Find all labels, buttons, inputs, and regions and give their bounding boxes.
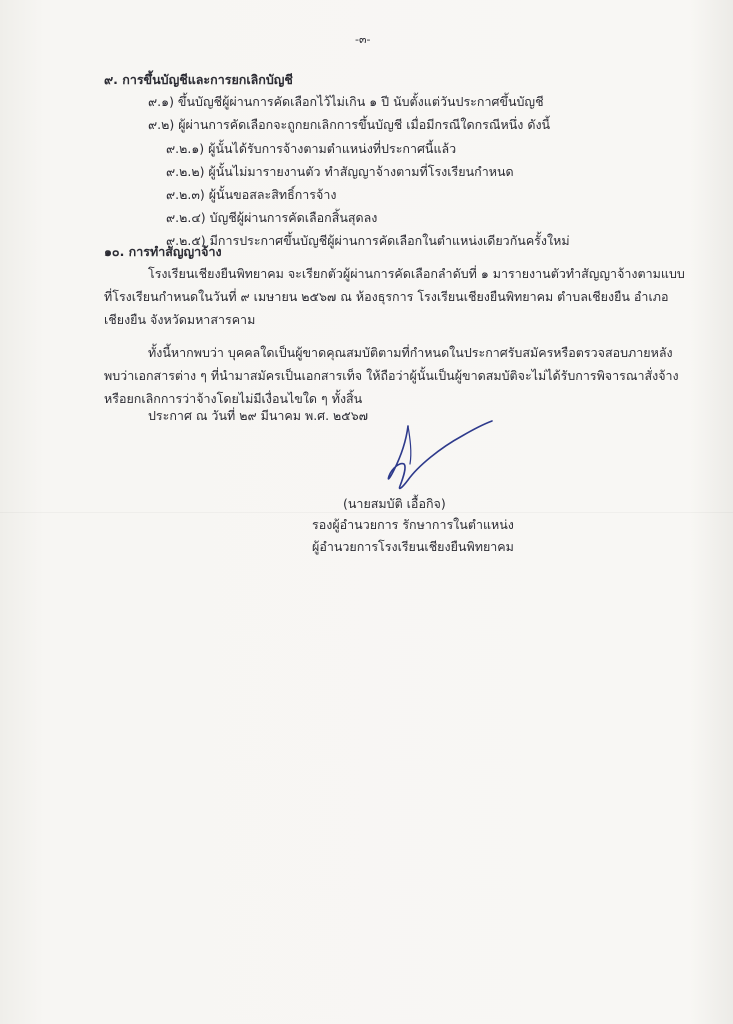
section9-sub2: ๙.๒.๒) ผู้นั้นไม่มารายงานตัว ทำสัญญาจ้างตามที่โรงเรียนกำหนด bbox=[166, 164, 514, 179]
signatory-position-2: ผู้อำนวยการโรงเรียนเชียงยืนพิทยาคม bbox=[312, 539, 514, 554]
section9-item1: ๙.๑) ขึ้นบัญชีผู้ผ่านการคัดเลือกไว้ไม่เกิน ๑ ปี นับตั้งแต่วันประกาศขึ้นบัญชี bbox=[148, 94, 544, 109]
section10-para2-line3: หรือยกเลิกการว่าจ้างโดยไม่มีเงื่อนไขใด ๆ ทั้งสิ้น bbox=[104, 391, 363, 406]
section10-para1-line2: ที่โรงเรียนกำหนดในวันที่ ๙ เมษายน ๒๕๖๗ ณ ห้องธุรการ โรงเรียนเชียงยืนพิทยาคม ตำบลเชียงยืน อำเภอ bbox=[104, 289, 669, 304]
handwritten-signature bbox=[370, 418, 500, 498]
section10-para2-line1: ทั้งนี้หากพบว่า บุคคลใดเป็นผู้ขาดคุณสมบัติตามที่กำหนดในประกาศรับสมัครหรือตรวจสอบภายหลัง bbox=[148, 345, 673, 360]
section9-sub4: ๙.๒.๔) บัญชีผู้ผ่านการคัดเลือกสิ้นสุดลง bbox=[166, 210, 378, 225]
section10-para2-line2: พบว่าเอกสารต่าง ๆ ที่นำมาสมัครเป็นเอกสารเท็จ ให้ถือว่าผู้นั้นเป็นผู้ขาดสมบัติจะไม่ได้รับการพิจารณาสั่งจ้าง bbox=[104, 368, 679, 383]
section9-sub1: ๙.๒.๑) ผู้นั้นได้รับการจ้างตามตำแหน่งที่ประกาศนี้แล้ว bbox=[166, 141, 457, 156]
announcement-date: ประกาศ ณ วันที่ ๒๙ มีนาคม พ.ศ. ๒๕๖๗ bbox=[148, 408, 369, 423]
signatory-position-1: รองผู้อำนวยการ รักษาการในตำแหน่ง bbox=[312, 517, 514, 532]
section10-para1-line1: โรงเรียนเชียงยืนพิทยาคม จะเรียกตัวผู้ผ่านการคัดเลือกลำดับที่ ๑ มารายงานตัวทำสัญญาจ้างตามแบบ bbox=[148, 266, 685, 281]
section9-item2: ๙.๒) ผู้ผ่านการคัดเลือกจะถูกยกเลิกการขึ้นบัญชี เมื่อมีกรณีใดกรณีหนึ่ง ดังนี้ bbox=[148, 117, 551, 132]
paper-fold bbox=[0, 512, 733, 513]
section9-sub5: ๙.๒.๕) มีการประกาศขึ้นบัญชีผู้ผ่านการคัดเลือกในตำแหน่งเดียวกันครั้งใหม่ bbox=[166, 233, 570, 248]
page-number: -๓- bbox=[355, 33, 371, 46]
section9-heading: ๙. การขึ้นบัญชีและการยกเลิกบัญชี bbox=[104, 72, 293, 87]
signatory-name: (นายสมบัติ เอื้อกิจ) bbox=[343, 496, 446, 511]
section10-heading: ๑๐. การทำสัญญาจ้าง bbox=[104, 244, 222, 259]
section9-sub3: ๙.๒.๓) ผู้นั้นขอสละสิทธิ์การจ้าง bbox=[166, 187, 337, 202]
section10-para1-line3: เชียงยืน จังหวัดมหาสารคาม bbox=[104, 312, 256, 327]
